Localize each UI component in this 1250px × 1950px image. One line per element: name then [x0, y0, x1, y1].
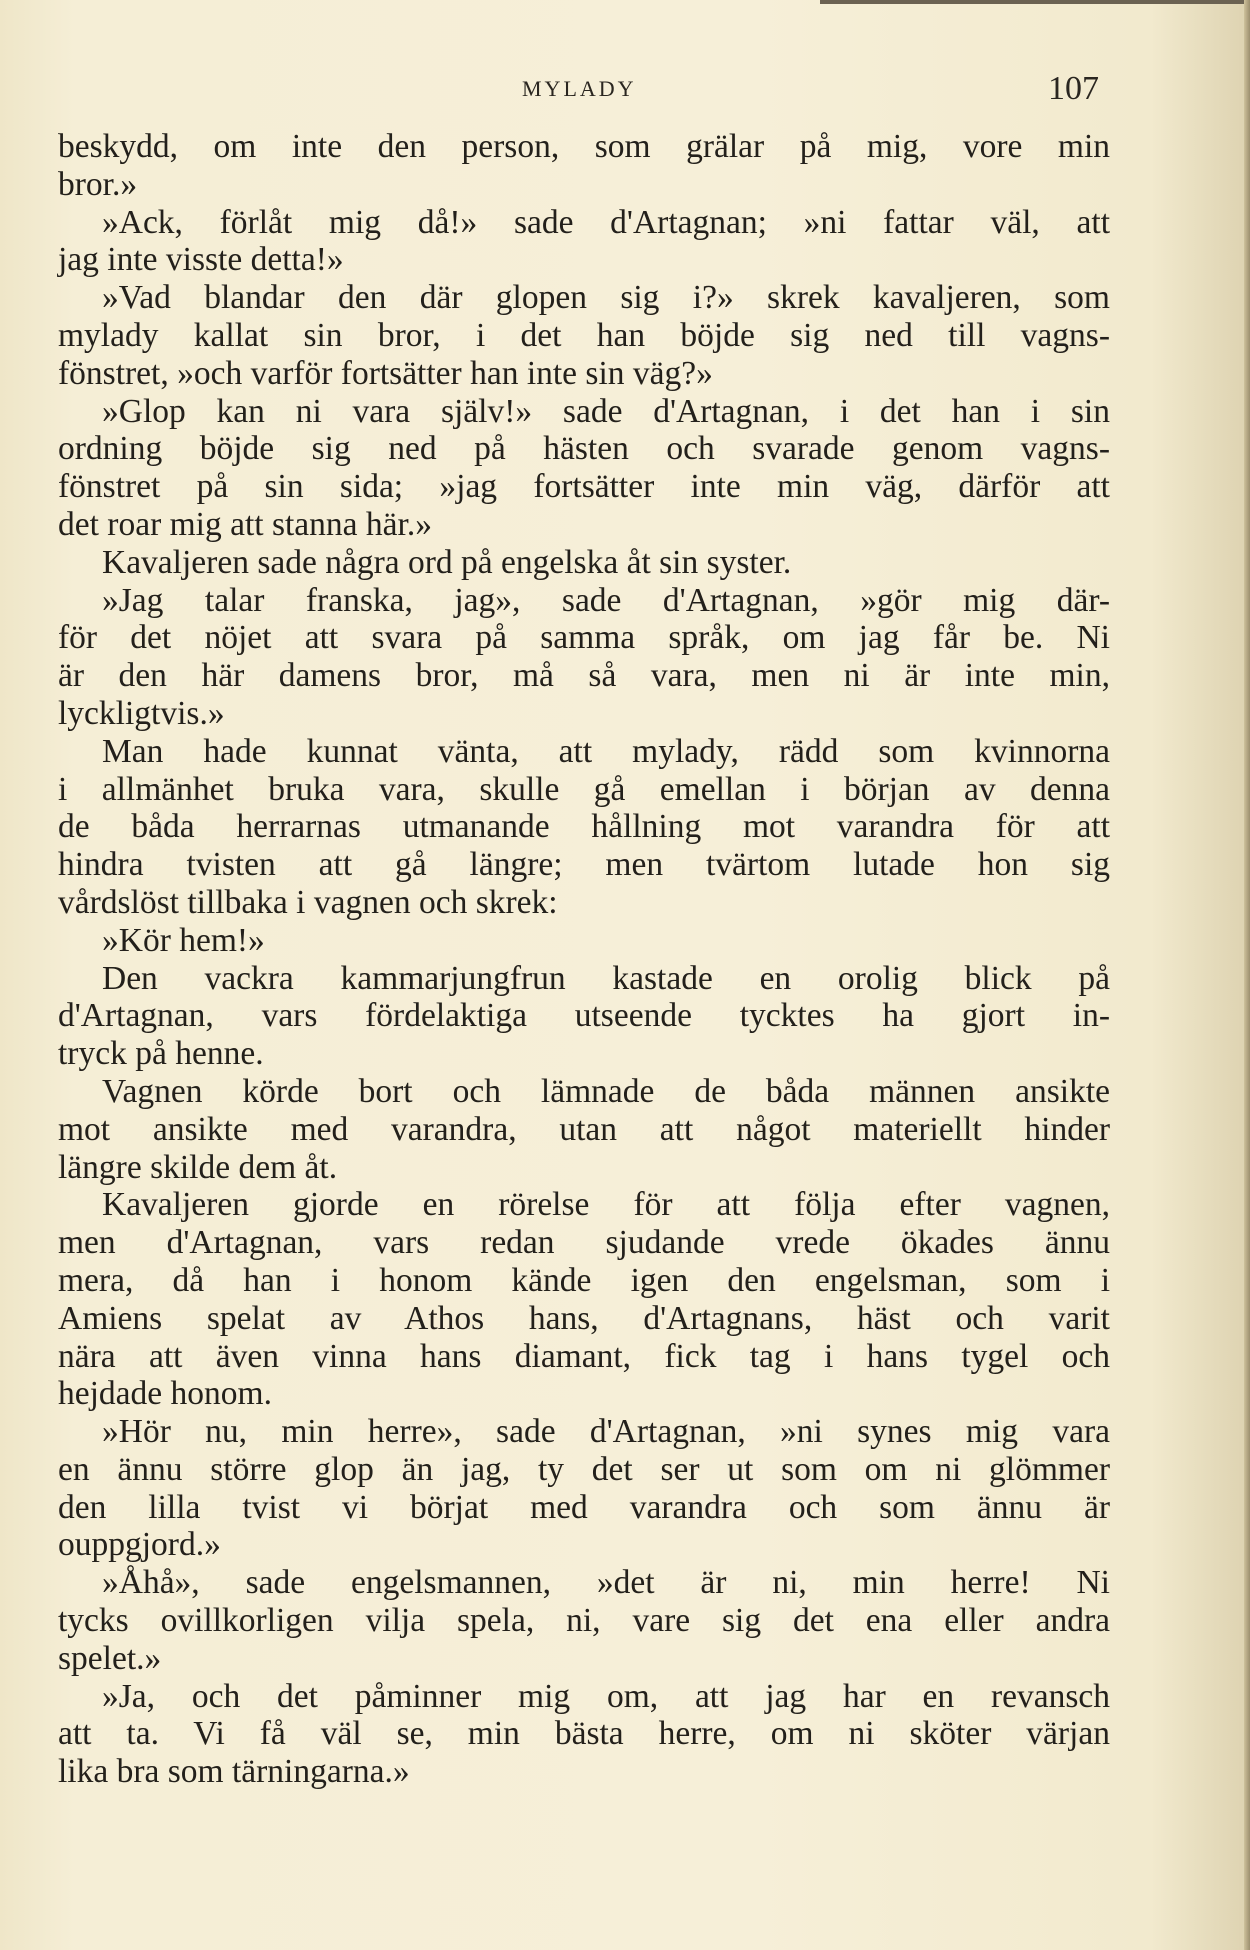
text-line: »Kör hem!» [102, 921, 265, 959]
text-line: det roar mig att stanna här.» [58, 505, 432, 543]
text-line: tryck på henne. [58, 1035, 264, 1073]
text-line: tycks ovillkorligen vilja spela, ni, vare sig det ena eller andra [58, 1602, 1110, 1640]
text-line: Man hade kunnat vänta, att mylady, rädd som kvinnorna [102, 732, 1110, 770]
text-line: »Glop kan ni vara själv!» sade d'Artagnan, i det han i sin [102, 392, 1110, 430]
text-line: ordning böjde sig ned på hästen och svarade genom vagns- [58, 430, 1110, 468]
text-line: jag inte visste detta!» [58, 241, 344, 279]
text-line: Vagnen körde bort och lämnade de båda männen ansikte [102, 1072, 1110, 1110]
text-line: mot ansikte med varandra, utan att något materiellt hinder [58, 1110, 1110, 1148]
text-line: mera, då han i honom kände igen den engelsman, som i [58, 1261, 1110, 1299]
text-line: bror.» [58, 165, 138, 203]
text-line: fönstret, »och varför fortsätter han inte sin väg?» [58, 354, 713, 392]
text-line: för det nöjet att svara på samma språk, om jag får be. Ni [58, 619, 1110, 657]
text-line: ouppgjord.» [58, 1526, 221, 1564]
text-line: »Ack, förlåt mig då!» sade d'Artagnan; »ni fattar väl, att [102, 203, 1110, 241]
text-line: lyckligtvis.» [58, 694, 225, 732]
running-head-title: MYLADY [522, 76, 637, 101]
text-line: att ta. Vi få väl se, min bästa herre, om ni sköter värjan [58, 1715, 1110, 1753]
text-line: fönstret på sin sida; »jag fortsätter inte min väg, därför att [58, 468, 1110, 506]
text-line: i allmänhet bruka vara, skulle gå emellan i början av denna [58, 770, 1110, 808]
text-line: »Hör nu, min herre», sade d'Artagnan, »ni synes mig vara [102, 1413, 1110, 1451]
text-line: »Jag talar franska, jag», sade d'Artagnan, »gör mig där- [102, 581, 1110, 619]
text-line: längre skilde dem åt. [58, 1148, 338, 1186]
text-line: hejdade honom. [58, 1375, 272, 1413]
page-top-edge [820, 0, 1250, 4]
text-line: men d'Artagnan, vars redan sjudande vrede ökades ännu [58, 1224, 1110, 1262]
text-line: »Ja, och det påminner mig om, att jag har en revansch [102, 1677, 1110, 1715]
text-line: Kavaljeren sade några ord på engelska åt sin syster. [102, 543, 792, 581]
page-right-edge [1244, 0, 1250, 1950]
text-line: »Åhå», sade engelsmannen, »det är ni, min herre! Ni [102, 1564, 1110, 1602]
text-line: hindra tvisten att gå längre; men tvärtom lutade hon sig [58, 846, 1110, 884]
text-line: »Vad blandar den där glopen sig i?» skrek kavaljeren, som [102, 279, 1110, 317]
text-line: den lilla tvist vi börjat med varandra och som ännu är [58, 1488, 1110, 1526]
text-line: är den här damens bror, må så vara, men ni är inte min, [58, 657, 1110, 695]
text-line: lika bra som tärningarna.» [58, 1753, 410, 1791]
text-line: vårdslöst tillbaka i vagnen och skrek: [58, 883, 558, 921]
body-text [58, 128, 1110, 1791]
running-head [0, 70, 1250, 107]
text-line: nära att även vinna hans diamant, fick tag i hans tygel och [58, 1337, 1110, 1375]
text-line: Kavaljeren gjorde en rörelse för att följa efter vagnen, [102, 1186, 1110, 1224]
text-line: spelet.» [58, 1639, 162, 1677]
page-number: 107 [1048, 70, 1099, 107]
text-line: en ännu större glop än jag, ty det ser ut som om ni glömmer [58, 1450, 1110, 1488]
text-line: mylady kallat sin bror, i det han böjde sig ned till vagns- [58, 316, 1110, 354]
text-line: Den vackra kammarjungfrun kastade en orolig blick på [102, 959, 1110, 997]
text-line: d'Artagnan, vars fördelaktiga utseende tycktes ha gjort in- [58, 997, 1110, 1035]
text-line: de båda herrarnas utmanande hållning mot varandra för att [58, 808, 1110, 846]
text-line: Amiens spelat av Athos hans, d'Artagnans, häst och varit [58, 1299, 1110, 1337]
text-line: beskydd, om inte den person, som grälar på mig, vore min [58, 128, 1110, 165]
